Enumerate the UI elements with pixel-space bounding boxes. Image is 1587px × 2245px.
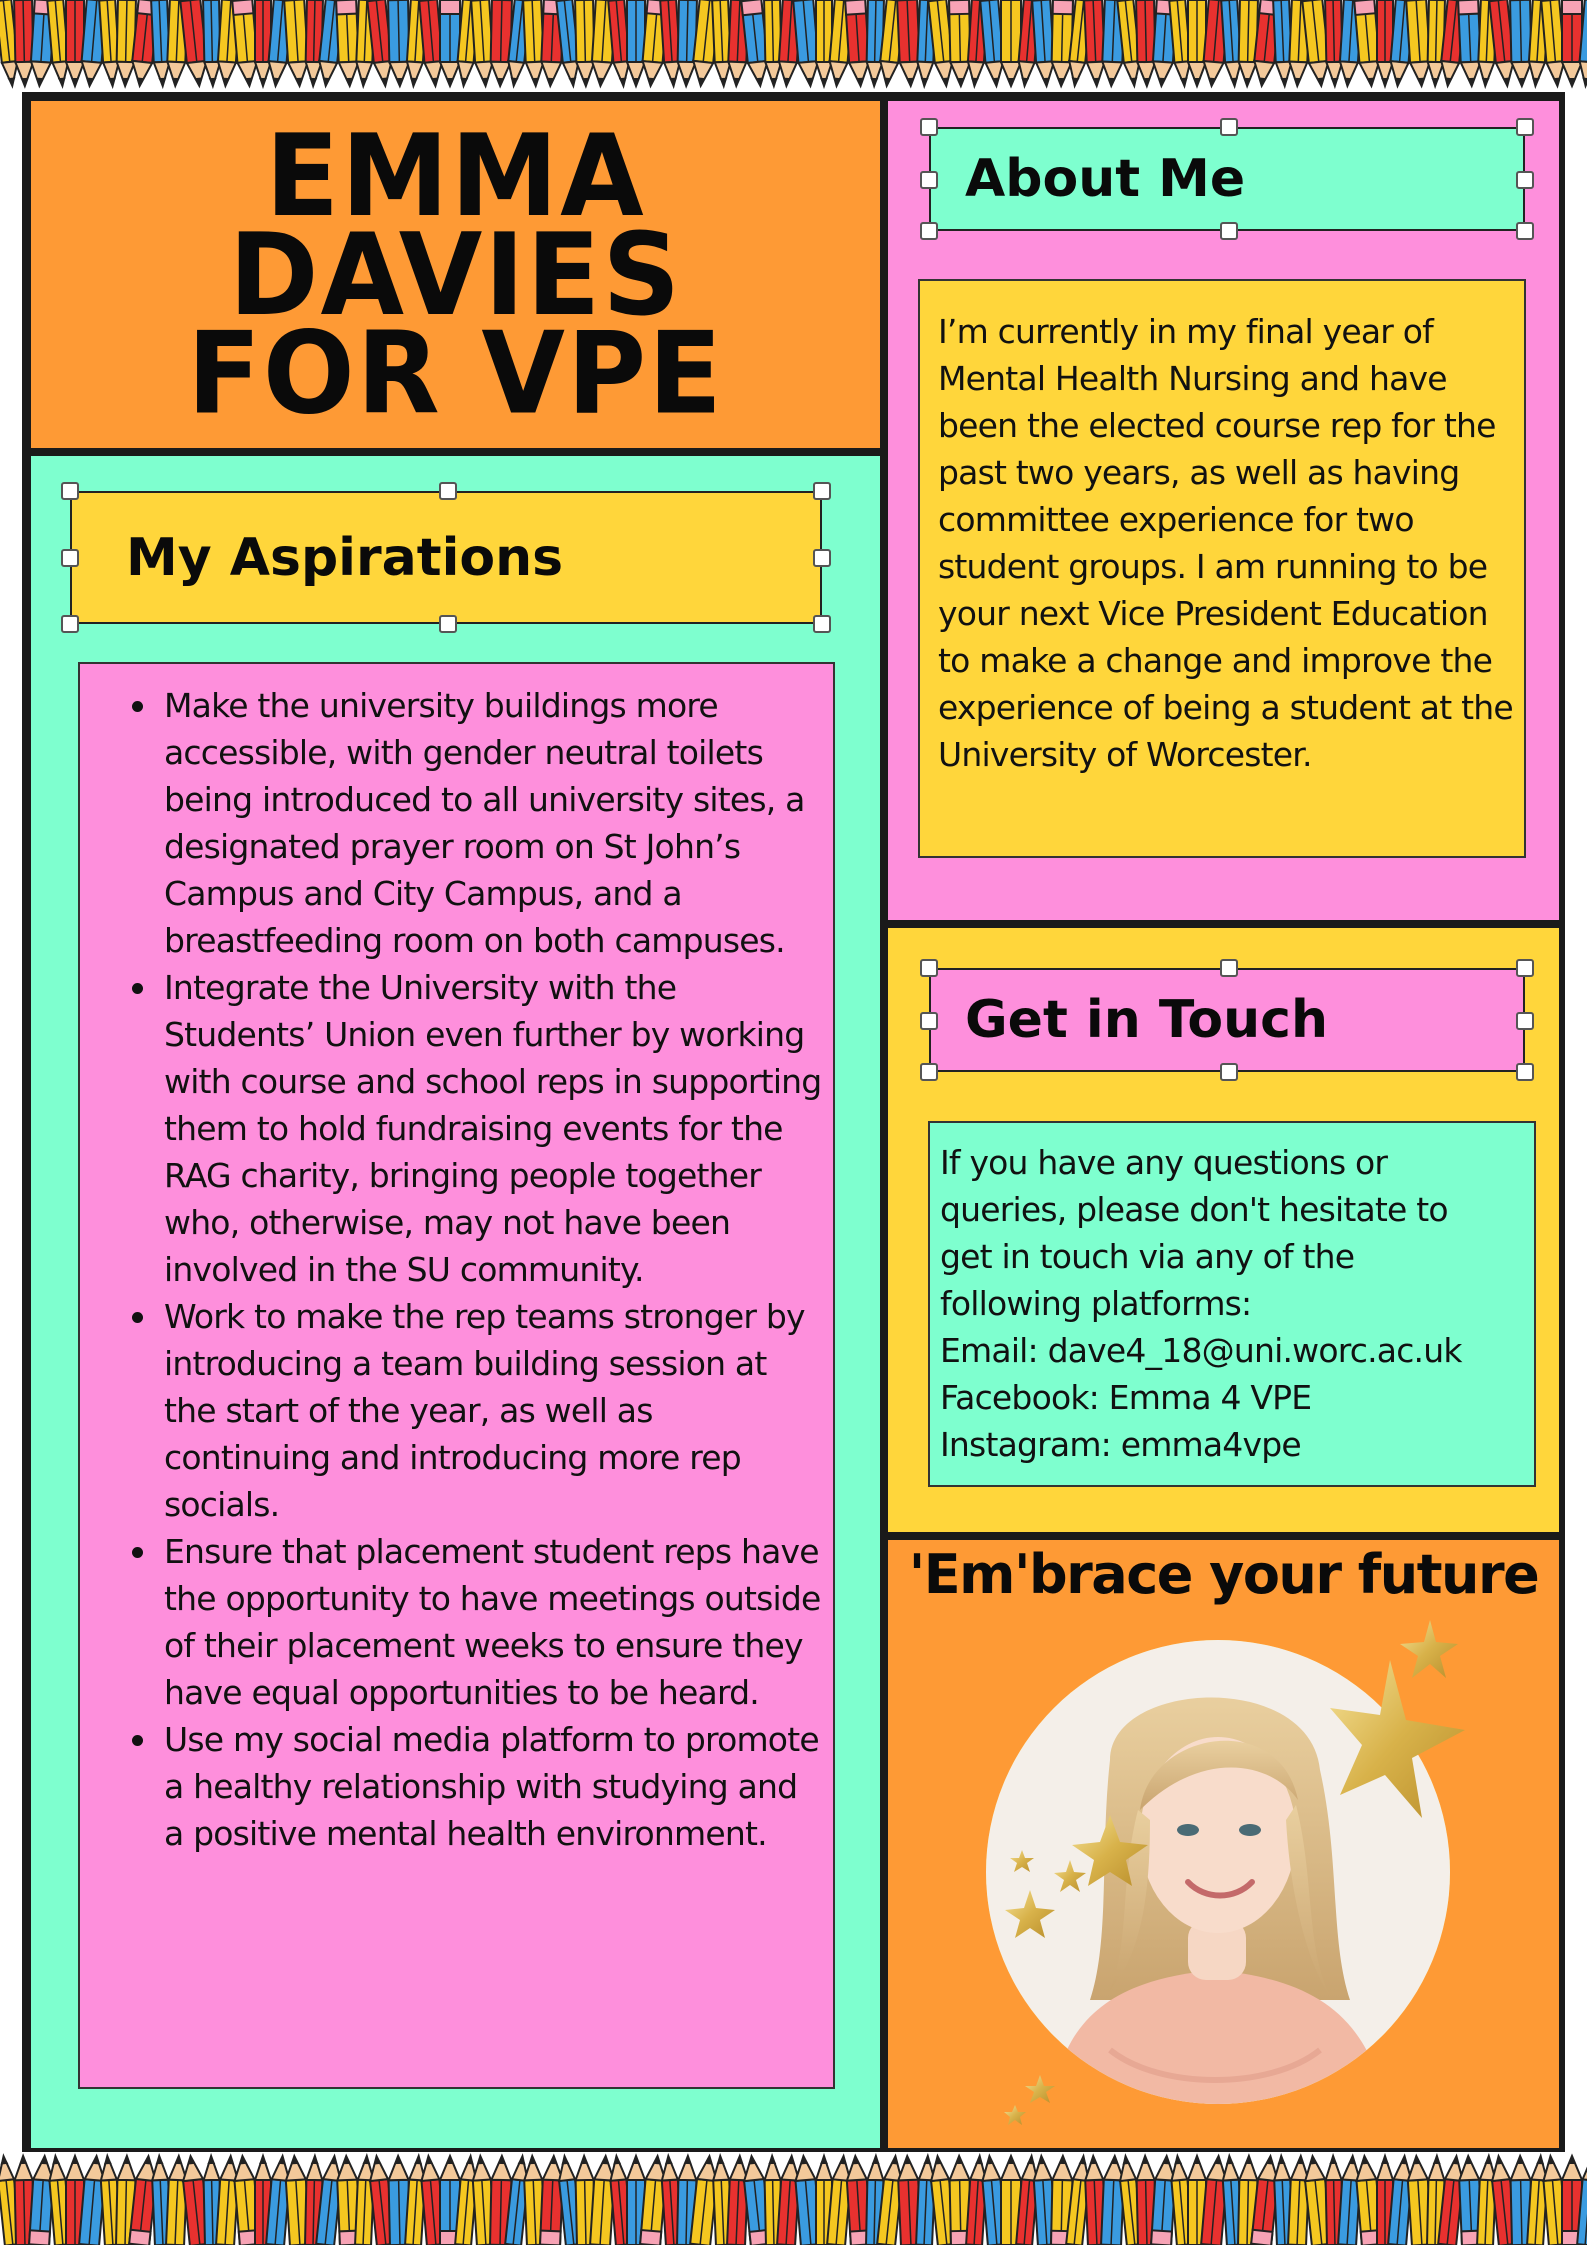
- contact-instagram[interactable]: Instagram: emma4vpe: [940, 1425, 1301, 1464]
- about-heading-box[interactable]: [929, 127, 1525, 231]
- about-text: I’m currently in my final year of Mental Health Nursing and have been the elected course rep for the past two years, as well as having committee experience for two student groups. I am running to be your next Vice President Education to make a change and improve the experience of being a student at the University of Worcester.: [938, 312, 1513, 774]
- contact-email[interactable]: Email: dave4_18@uni.worc.ac.uk: [940, 1331, 1462, 1370]
- pencil-border-top-icon: [0, 0, 1587, 90]
- resize-handle[interactable]: [61, 549, 79, 567]
- pencil-border-bottom: [0, 2152, 1587, 2245]
- page-title: [27, 111, 884, 440]
- list-item: Work to make the rep teams stronger by introducing a team building session at the start of the year, as well as continuing and introducing more rep socials.: [164, 1293, 824, 1528]
- about-text-box: [918, 279, 1526, 858]
- pencil-border-bottom-icon: [0, 2152, 1587, 2245]
- resize-handle[interactable]: [813, 549, 831, 567]
- resize-handle[interactable]: [920, 171, 938, 189]
- resize-handle[interactable]: [1220, 959, 1238, 977]
- resize-handle[interactable]: [920, 118, 938, 136]
- resize-handle[interactable]: [1516, 1063, 1534, 1081]
- resize-handle[interactable]: [1220, 1063, 1238, 1081]
- contact-intro-line: get in touch via any of the: [940, 1237, 1355, 1276]
- resize-handle[interactable]: [1516, 959, 1534, 977]
- contact-intro-line: If you have any questions or: [940, 1143, 1388, 1182]
- pencil-border-top: [0, 0, 1587, 90]
- title-line: EMMA: [265, 111, 646, 243]
- contact-heading-box[interactable]: [929, 968, 1525, 1072]
- resize-handle[interactable]: [1516, 118, 1534, 136]
- contact-text-box: [928, 1121, 1536, 1487]
- resize-handle[interactable]: [439, 615, 457, 633]
- resize-handle[interactable]: [920, 1012, 938, 1030]
- resize-handle[interactable]: [1516, 171, 1534, 189]
- resize-handle[interactable]: [1220, 118, 1238, 136]
- aspirations-heading-box[interactable]: [70, 491, 822, 624]
- resize-handle[interactable]: [920, 1063, 938, 1081]
- resize-handle[interactable]: [1516, 1012, 1534, 1030]
- resize-handle[interactable]: [439, 482, 457, 500]
- resize-handle[interactable]: [920, 222, 938, 240]
- resize-handle[interactable]: [1516, 222, 1534, 240]
- candidate-portrait-icon: [960, 1620, 1480, 2140]
- title-line: DAVIES: [228, 209, 683, 342]
- aspirations-text-box: [78, 662, 835, 2089]
- title-line: FOR VPE: [187, 308, 724, 440]
- aspirations-heading: My Aspirations: [126, 527, 564, 588]
- contact-intro-line: queries, please don't hesitate to: [940, 1190, 1448, 1229]
- resize-handle[interactable]: [920, 959, 938, 977]
- candidate-photo: [960, 1620, 1480, 2140]
- resize-handle[interactable]: [813, 482, 831, 500]
- resize-handle[interactable]: [813, 615, 831, 633]
- about-heading: About Me: [965, 149, 1246, 209]
- list-item: Ensure that placement student reps have the opportunity to have meetings outside of their placement weeks to ensure they have equal opportunities to be heard.: [164, 1528, 824, 1716]
- contact-facebook[interactable]: Facebook: Emma 4 VPE: [940, 1378, 1312, 1417]
- list-item: Make the university buildings more accessible, with gender neutral toilets being introduced to all university sites, a designated prayer room on St John’s Campus and City Campus, and a breastfeeding room on both campuses.: [164, 682, 824, 964]
- list-item: Integrate the University with the Students’ Union even further by working with course and school reps in supporting them to hold fundraising events for the RAG charity, bringing people together who, otherwise, may not have been involved in the SU community.: [164, 964, 824, 1293]
- contact-heading: Get in Touch: [965, 990, 1329, 1050]
- resize-handle[interactable]: [61, 482, 79, 500]
- slogan: 'Em'brace your future: [908, 1543, 1539, 1606]
- contact-intro-line: following platforms:: [940, 1284, 1252, 1323]
- aspirations-list: [164, 682, 824, 1857]
- resize-handle[interactable]: [61, 615, 79, 633]
- list-item: Use my social media platform to promote a healthy relationship with studying and a positive mental health environment.: [164, 1716, 824, 1857]
- contact-text: [940, 1139, 1535, 1468]
- resize-handle[interactable]: [1220, 222, 1238, 240]
